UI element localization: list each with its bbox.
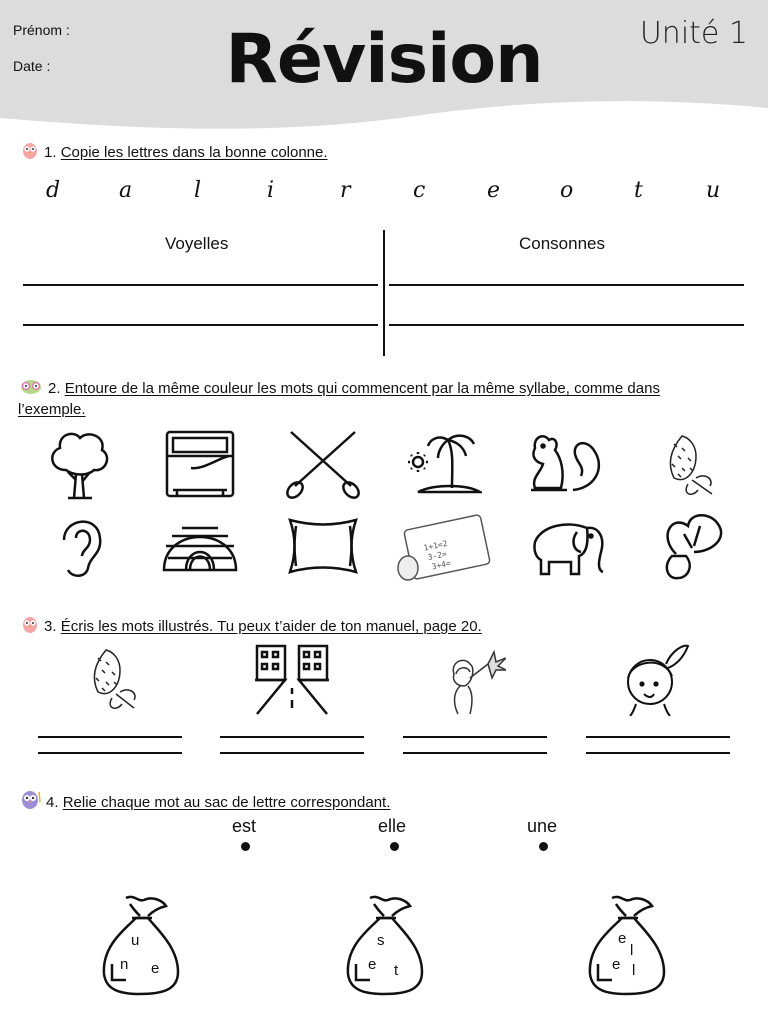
- writing-line[interactable]: [403, 752, 547, 754]
- letter-item: r: [340, 178, 351, 203]
- connect-dot[interactable]: [539, 842, 548, 851]
- exercise2-heading: [18, 376, 753, 420]
- bag-letter: n: [120, 956, 129, 973]
- exercise1-instruction: Copie les lettres dans la bonne colonne.: [60, 144, 328, 161]
- paddles-icon[interactable]: [285, 428, 361, 500]
- writing-line[interactable]: [220, 736, 364, 738]
- letter-item: e: [487, 178, 501, 203]
- exercise3-heading: [20, 614, 482, 635]
- writing-line[interactable]: [220, 752, 364, 754]
- writing-line[interactable]: [403, 736, 547, 738]
- bag-letter: e: [368, 956, 377, 973]
- letter-item: a: [119, 178, 133, 203]
- page-title: Révision: [225, 20, 543, 99]
- bag-letter: l: [630, 942, 634, 959]
- igloo-icon[interactable]: [160, 516, 240, 576]
- bag-letter: t: [394, 962, 399, 979]
- owl-purple-icon: [20, 788, 42, 810]
- writing-line[interactable]: [23, 324, 378, 326]
- writing-line[interactable]: [38, 736, 182, 738]
- letter-bag[interactable]: [100, 890, 184, 1000]
- date-label: Date :: [13, 58, 51, 74]
- header-band: [0, 0, 768, 135]
- owl-pink-icon: [20, 614, 40, 634]
- letter-item: o: [560, 178, 574, 203]
- exercise4-instruction: Relie chaque mot au sac de lettre correspondant.: [62, 794, 391, 811]
- writing-line[interactable]: [586, 752, 730, 754]
- connect-dot[interactable]: [241, 842, 250, 851]
- letter-item: d: [46, 178, 61, 203]
- prenom-label: Prénom :: [13, 22, 70, 38]
- exercise2-instruction-line2: l’exemple.: [18, 401, 86, 418]
- letter-item: t: [634, 178, 643, 203]
- svg-text:3-2=: 3-2=: [426, 549, 448, 563]
- lilac-icon[interactable]: [78, 644, 142, 714]
- writing-line[interactable]: [23, 284, 378, 286]
- city-street-icon[interactable]: [253, 642, 331, 716]
- letter-bag[interactable]: [344, 890, 428, 1000]
- unit-label: Unité 1: [639, 16, 748, 51]
- bag-icon: [100, 890, 184, 1000]
- island-icon[interactable]: [404, 428, 482, 500]
- writing-line[interactable]: [389, 284, 744, 286]
- bag-letter: l: [632, 962, 636, 979]
- bag-letter: e: [618, 930, 627, 947]
- column-divider: [383, 230, 385, 356]
- word-elle[interactable]: elle: [378, 816, 407, 836]
- letter-bag[interactable]: [586, 890, 670, 1000]
- bed-icon[interactable]: [163, 428, 237, 500]
- ear-icon[interactable]: [56, 512, 106, 580]
- connect-dot[interactable]: [390, 842, 399, 851]
- radish-icon[interactable]: [648, 508, 726, 584]
- exercise2-instruction-line1: Entoure de la même couleur les mots qui commencent par la même syllabe, comme dans: [64, 380, 660, 397]
- exercise1-heading: [20, 140, 328, 161]
- slate-icon[interactable]: [394, 512, 494, 584]
- letter-item: l: [194, 178, 202, 203]
- exercise4-number: 4.: [46, 794, 59, 811]
- pillow-icon[interactable]: [284, 514, 362, 578]
- column-header-voyelles: Voyelles: [165, 234, 229, 253]
- letter-item: i: [267, 178, 275, 203]
- owl-pink-icon: [20, 140, 40, 160]
- writing-line[interactable]: [389, 324, 744, 326]
- owl-glasses-icon: [18, 376, 44, 396]
- letter-item: c: [413, 178, 426, 203]
- column-header-consonnes: Consonnes: [519, 234, 606, 253]
- bag-letter: e: [151, 960, 160, 977]
- bag-letter: u: [131, 932, 140, 949]
- bag-letter: e: [612, 956, 621, 973]
- writing-line[interactable]: [586, 736, 730, 738]
- bag-icon: [344, 890, 428, 1000]
- svg-text:1+1=2: 1+1=2: [422, 538, 449, 553]
- exercise2-number: 2.: [48, 380, 61, 397]
- tree-icon[interactable]: [44, 428, 114, 500]
- bag-icon: [586, 890, 670, 1000]
- elephant-icon[interactable]: [527, 516, 607, 576]
- writing-line[interactable]: [38, 752, 182, 754]
- word-une[interactable]: une: [527, 816, 558, 836]
- word-est[interactable]: est: [232, 816, 257, 836]
- letter-item: u: [706, 178, 721, 203]
- bag-letter: s: [377, 932, 385, 949]
- exercise1-number: 1.: [44, 144, 57, 161]
- exercise4-heading: [20, 788, 390, 811]
- girl-icon[interactable]: [620, 642, 692, 716]
- exercise3-number: 3.: [44, 618, 57, 635]
- lilac-icon[interactable]: [652, 428, 722, 500]
- girl-lily-icon[interactable]: [440, 644, 506, 716]
- squirrel-icon[interactable]: [525, 428, 607, 498]
- exercise3-instruction: Écris les mots illustrés. Tu peux t’aider de ton manuel, page 20.: [60, 618, 482, 635]
- svg-text:3+4=: 3+4=: [430, 558, 452, 572]
